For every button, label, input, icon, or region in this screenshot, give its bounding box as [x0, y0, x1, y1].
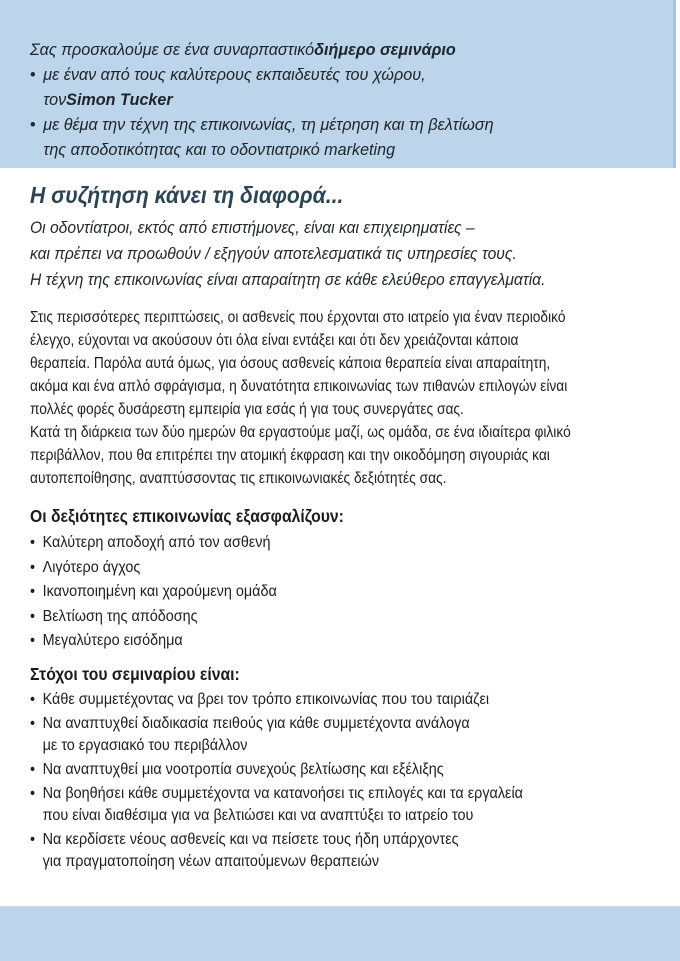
- invite-bullet-topic-text: με θέμα την τέχνη της επικοινωνίας, τη μέτρηση και τη βελτίωση: [43, 115, 494, 134]
- list-item-text: Καλύτερη αποδοχή από τον ασθενή: [42, 534, 271, 551]
- intro-line: Η τέχνη της επικοινωνίας είναι απαραίτητη σε κάθε ελεύθερο επαγγελματία.: [30, 270, 546, 289]
- intro-paragraph: [30, 215, 650, 293]
- list-item: [30, 556, 588, 581]
- invite-bullet-topic-cont-text: της αποδοτικότητας και το οδοντιατρικό marketing: [43, 140, 396, 159]
- body-line: θεραπεία. Παρόλα αυτά όμως, για όσους ασθενείς κάποια θεραπεία είναι απαραίτητη,: [30, 355, 551, 372]
- invite-intro-text: Σας προσκαλούμε σε ένα συναρπαστικό: [30, 40, 315, 59]
- invite-bullet-topic-cont: [30, 137, 641, 162]
- section-title: Η συζήτηση κάνει τη διαφορά...: [30, 182, 344, 208]
- list-item: [30, 605, 588, 630]
- list-item-text: Βελτίωση της απόδοσης: [42, 607, 198, 625]
- bullet-icon: •: [30, 760, 36, 778]
- list-item-text: Να βοηθήσει κάθε συμμετέχοντα να κατανοήσει τις επιλογές και τα εργαλεία: [42, 784, 523, 802]
- invite-bullet-topic: [30, 112, 641, 137]
- bullet-icon: •: [30, 65, 36, 84]
- body-paragraph: [30, 306, 650, 490]
- list-item: [30, 759, 650, 781]
- list-item-text: που είναι διαθέσιμα για να βελτιώσει και να αναπτύξει το ιατρείο του: [42, 806, 474, 824]
- list-item: [30, 713, 650, 757]
- body-line: αυτοπεποίθησης, αναπτύσσοντας τις επικοινωνιακές δεξιότητές σας.: [30, 470, 447, 487]
- bullet-icon: •: [30, 115, 36, 134]
- list-item: [30, 689, 650, 711]
- bullet-icon: •: [30, 632, 36, 649]
- invite-intro-line: [30, 37, 641, 62]
- invite-trainer-prefix: τον: [43, 90, 67, 109]
- invite-bullet-trainer-cont: [30, 87, 641, 112]
- invite-bullet-trainer: [30, 62, 641, 87]
- invite-section: [0, 0, 676, 168]
- list-item-text: Κάθε συμμετέχοντας να βρει τον τρόπο επικοινωνίας που του ταιριάζει: [42, 690, 490, 708]
- list-item-text: με το εργασιακό του περιβάλλον: [42, 736, 248, 754]
- intro-line: Οι οδοντίατροι, εκτός από επιστήμονες, είναι και επιχειρηματίες –: [30, 218, 475, 237]
- skills-list: [30, 531, 650, 654]
- list-item-text: Να αναπτυχθεί μια νοοτροπία συνεχούς βελτίωσης και εξέλιξης: [42, 760, 444, 778]
- invite-trainer-name: Simon Tucker: [66, 90, 173, 109]
- list-item-text: για πραγματοποίηση νέων απαιτούμενων θεραπειών: [42, 852, 380, 870]
- bullet-icon: •: [30, 784, 36, 802]
- invite-intro-bold: διήμερο σεμινάριο: [314, 40, 456, 59]
- goals-list: [30, 689, 650, 873]
- list-item-text: Λιγότερο άγχος: [42, 558, 141, 576]
- list-item: [30, 580, 588, 605]
- list-item: [30, 629, 588, 654]
- bullet-icon: •: [30, 558, 36, 576]
- body-line: Κατά τη διάρκεια των δύο ημερών θα εργαστούμε μαζί, ως ομάδα, σε ένα ιδιαίτερα φιλικό: [30, 424, 571, 441]
- intro-line: και πρέπει να προωθούν / εξηγούν αποτελεσματικά τις υπηρεσίες τους.: [30, 244, 517, 263]
- list-item-text: Να αναπτυχθεί διαδικασία πειθούς για κάθε συμμετέχοντα ανάλογα: [42, 714, 470, 732]
- goals-heading: Στόχοι του σεμιναρίου είναι:: [30, 663, 240, 684]
- body-line: περιβάλλον, που θα επιτρέπει την ατομική έκφραση και την οικοδόμηση σιγουριάς και: [30, 447, 550, 464]
- list-item-text: Να κερδίσετε νέους ασθενείς και να πείσετε τους ήδη υπάρχοντες: [42, 830, 459, 848]
- main-content: [0, 182, 680, 873]
- invite-bullet-trainer-text: με έναν από τους καλύτερους εκπαιδευτές του χώρου,: [43, 65, 426, 84]
- bottom-band: [0, 906, 680, 961]
- bullet-icon: •: [30, 607, 36, 625]
- body-line: πολλές φορές δυσάρεστη εμπειρία για εσάς ή για τους συνεργάτες σας.: [30, 401, 464, 418]
- bullet-icon: •: [30, 690, 36, 708]
- list-item-text: Μεγαλύτερο εισόδημα: [42, 632, 183, 649]
- list-item: [30, 829, 650, 873]
- list-item-text: Ικανοποιημένη και χαρούμενη ομάδα: [42, 583, 277, 600]
- skills-heading: Οι δεξιότητες επικοινωνίας εξασφαλίζουν:: [30, 506, 344, 526]
- list-item: [30, 783, 650, 827]
- bullet-icon: •: [30, 714, 36, 732]
- list-item: [30, 531, 588, 556]
- bullet-icon: •: [30, 534, 36, 551]
- body-line: έλεγχο, εύχονται να ακούσουν ότι όλα είναι εντάξει και ότι δεν χρειάζονται κάποια: [30, 332, 519, 349]
- body-line: ακόμα και ένα απλό σφράγισμα, η δυνατότητα επικοινωνίας των πιθανών επιλογών είναι: [30, 378, 568, 395]
- body-line: Στις περισσότερες περιπτώσεις, οι ασθενείς που έρχονται στο ιατρείο για έναν περιοδικό: [30, 309, 566, 326]
- bullet-icon: •: [30, 583, 36, 600]
- bullet-icon: •: [30, 830, 36, 848]
